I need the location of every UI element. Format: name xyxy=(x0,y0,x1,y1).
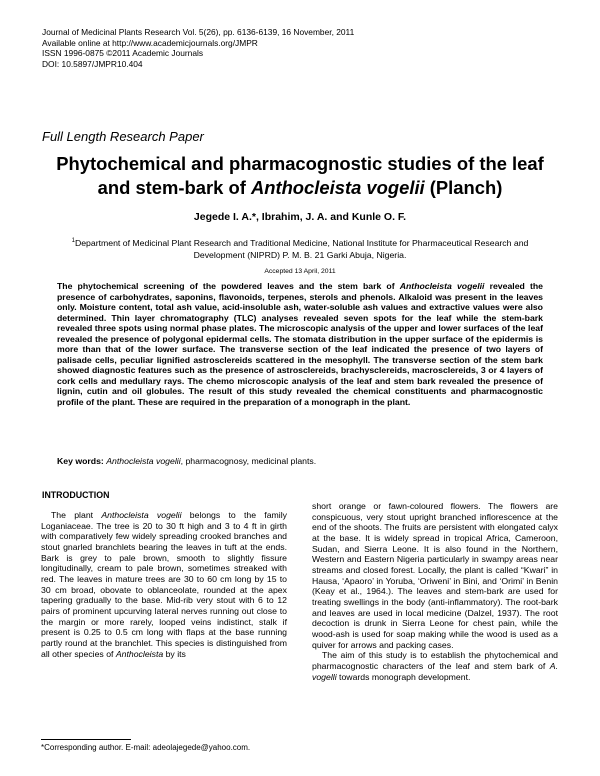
abstract-species: Anthocleista vogelii xyxy=(399,281,485,291)
intro-right-column xyxy=(312,501,558,682)
corresponding-author-footnote: *Corresponding author. E-mail: adeolajegede@yahoo.com. xyxy=(41,743,251,752)
title-text-end: (Planch) xyxy=(424,177,503,198)
intro-text: belongs to the family Loganiaceae. The tree is 20 to 30 ft high and 3 to 4 ft in girth with comparatively few widely spreading crooked branches and stout gnarled branchlets bearing the leaves in tuft at the ends. Bark is grey to pale brown, smooth to slightly fissure longitudinally, cream to pale brown, sometimes streaked with red. The leaves in mature trees are 30 to 60 cm long by 15 to 30 cm broad, obovate to oblanceolate, rounded at the apex tapering gradually to the base. Mid-rib very stout with 6 to 12 pairs of prominent upcurving lateral nerves running out close to the margin or more rarely, looped veins indistinct, stalk if present is 0.25 to 0.5 cm long with flaps at the base running partly round at the branchlet. This species is distinguished from all other species of xyxy=(41,510,287,659)
abstract xyxy=(57,281,543,408)
intro-text: towards monograph development. xyxy=(336,671,471,682)
footnote-rule xyxy=(41,739,131,740)
accepted-date: Accepted 13 April, 2011 xyxy=(264,268,336,275)
title-line-1: Phytochemical and pharmacognostic studies of the leaf xyxy=(56,153,544,174)
journal-header xyxy=(42,27,354,69)
paper-title xyxy=(40,152,560,200)
title-line-2 xyxy=(40,176,560,200)
intro-paragraph xyxy=(41,510,287,659)
keywords-label: Key words: xyxy=(57,456,104,466)
journal-issn: ISSN 1996-0875 ©2011 Academic Journals xyxy=(42,48,204,58)
keywords-species: Anthocleista vogelii xyxy=(106,456,181,466)
paper-type: Full Length Research Paper xyxy=(42,129,204,144)
abstract-text-start: The phytochemical screening of the powdered leaves and the stem bark of xyxy=(57,281,400,291)
keywords xyxy=(57,456,543,466)
affiliation-marker: 1 xyxy=(71,238,75,244)
intro-species: A. vogelli xyxy=(312,660,558,682)
journal-citation: Journal of Medicinal Plants Research Vol. 5(26), pp. 6136-6139, 16 November, 2011 xyxy=(42,27,355,37)
journal-url: Available online at http://www.academicjournals.org/JMPR xyxy=(42,37,258,48)
affiliation-text: Department of Medicinal Plant Research and Traditional Medicine, National Institute for Pharmaceutical Research and Development (NIPRD) P. M. B. 21 Garki Abuja, Nigeria. xyxy=(74,237,529,260)
authors: Jegede I. A.*, Ibrahim, J. A. and Kunle O. F. xyxy=(193,211,407,223)
intro-text: by its xyxy=(163,648,186,659)
intro-left-column xyxy=(41,510,287,659)
intro-paragraph-aim xyxy=(312,650,558,682)
section-heading-introduction: INTRODUCTION xyxy=(42,490,110,500)
intro-text: The plant xyxy=(51,510,102,520)
intro-species: Anthocleista vogelii xyxy=(101,510,182,520)
intro-paragraph: short orange or fawn-coloured flowers. The flowers are conspicuous, very stout upright branched inflorescence at the end of the shoots. The fruits are persistent with elongated calyx at the base. It is widely spread in tropical Africa, Cameroon, Sudan, and Sierra Leone. It is also found in the Northern, Western and Eastern Nigeria particularly in swampy areas near streams and closed forest. Locally, the plant is called “Kwari” in Hausa, ‘Apaoro’ in Yoruba, ‘Oriweni’ in Bini, and ‘Orimi’ in Benin (Keay et al., 1964.). The leaves and stem-bark are used for treating swellings in the body (anti-inflammatory). The root-bark and leaves are used in local medicine (Dalzel, 1937). The root decoction is drunk in Sierra Leone for chest pain, while the wood-ash is used for soap making while the wood is used as a quiver for arrows and packing cases. xyxy=(312,501,558,650)
affiliation xyxy=(56,235,544,261)
keywords-rest: , pharmacognosy, medicinal plants. xyxy=(180,456,317,466)
intro-text: The aim of this study is to establish the phytochemical and pharmacognostic characters of the leaf and stem bark of xyxy=(312,650,558,671)
title-text: and stem-bark of xyxy=(97,177,251,198)
title-species: Anthocleista vogelii xyxy=(250,177,425,198)
abstract-text-rest: revealed the presence of carbohydrates, saponins, flavonoids, terpenes, sterols and phenols. Alkaloid was present in the leaves only. Moisture content, total ash value, acid-insoluble ash, water-soluble ash values and extractive values were also determined. Thin layer chromatography (TLC) analyses revealed seven spots for the leaf while the stem-bark revealed three spots using normal phase plates. The microscopic analysis of the upper and lower surfaces of the leaf revealed the presence of polygonal epidermal cells. The stomata distribution in the upper surface of the epidermis is more than that of the lower surface. The transverse section of the leaf indicated the presence of two layers of palisade cells, peculiar lignified astrosclereids scattered in the mesophyll. The transverse section of the stem bark showed diagnostic features such as the presence of astrosclereids, brachysclereids, macrosclereids, 3 or 4 layers of cork cells and medullary rays. The chemo microscopic analysis of the leaf and stem bark revealed the presence of lignin, cutin and oil globules. The result of this study revealed the chemical constituents and pharmacognostic profile of the plant. These are required in the preparation of a monograph in the plant. xyxy=(57,281,543,408)
intro-genus: Anthocleista xyxy=(115,648,164,659)
journal-doi: DOI: 10.5897/JMPR10.404 xyxy=(42,58,143,69)
